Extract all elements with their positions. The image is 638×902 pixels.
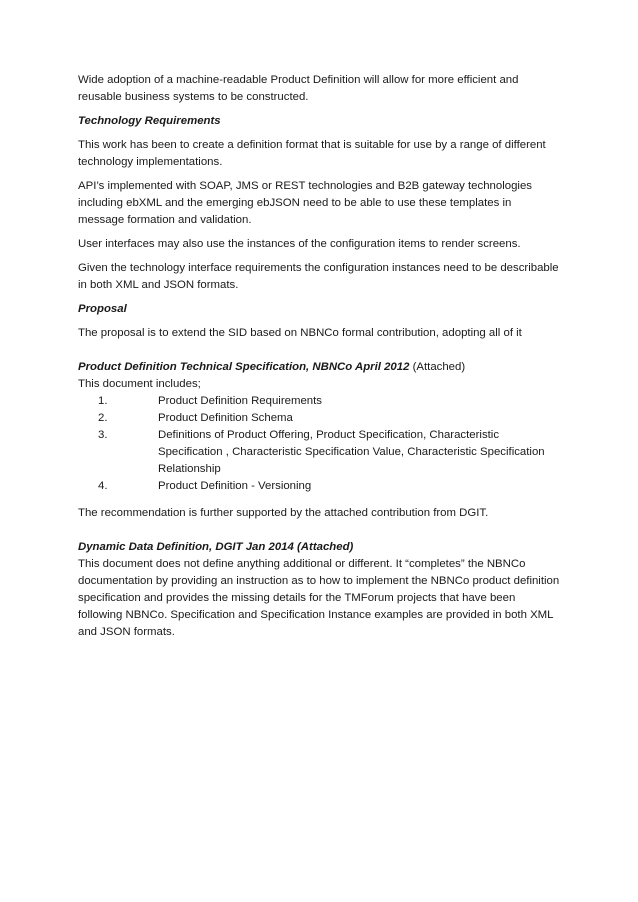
proposal-paragraph: The proposal is to extend the SID based on NBNCo formal contribution, adopting all of it xyxy=(78,327,522,339)
proposal-heading: Proposal xyxy=(78,303,127,315)
reference-nbnco-suffix: (Attached) xyxy=(409,361,466,373)
list-item-number: 1. xyxy=(98,395,108,407)
document-page xyxy=(78,72,560,641)
list-item-number: 4. xyxy=(98,480,108,492)
reference-nbnco-title-line xyxy=(78,359,560,376)
tech-paragraph-3: User interfaces may also use the instances of the configuration items to render screens. xyxy=(78,238,521,250)
list-item-number: 3. xyxy=(98,429,108,441)
reference-nbnco-lead: This document includes; xyxy=(78,378,201,390)
intro-paragraph: Wide adoption of a machine-readable Product Definition will allow for more efficient and reusable business systems to be constructed. xyxy=(78,74,519,103)
tech-paragraph-2: API’s implemented with SOAP, JMS or REST technologies and B2B gateway technologies including ebXML and the emerging ebJSON need to be able to use these templates in message formation and validation. xyxy=(78,180,532,226)
includes-list xyxy=(78,393,560,495)
tech-paragraph-1: This work has been to create a definition format that is suitable for use by a range of different technology implementations. xyxy=(78,139,546,168)
list-item-text: Definitions of Product Offering, Product Specification, Characteristic Specification , Characteristic Specification Value, Characteristic Specification Relationship xyxy=(158,429,545,475)
list-item xyxy=(78,427,560,478)
reference-nbnco-title: Product Definition Technical Specification, NBNCo April 2012 xyxy=(78,361,410,373)
reference-dgit-block xyxy=(78,539,560,641)
list-item-text: Product Definition Schema xyxy=(158,412,293,424)
list-item xyxy=(78,478,560,495)
reference-dgit-body: This document does not define anything additional or different. It “completes” the NBNCo documentation by providing an instruction as to how to implement the NBNCo product definition specification and provides the missing details for the TMForum projects that have been following NBNCo. Specification and Specification Instance examples are provided in both XML and JSON formats. xyxy=(78,558,560,638)
list-item-number: 2. xyxy=(98,412,108,424)
recommendation-paragraph: The recommendation is further supported by the attached contribution from DGIT. xyxy=(78,507,489,519)
tech-paragraph-4: Given the technology interface requirements the configuration instances need to be describable in both XML and JSON formats. xyxy=(78,262,559,291)
list-item xyxy=(78,393,560,410)
reference-dgit-title: Dynamic Data Definition, DGIT Jan 2014 (Attached) xyxy=(78,541,354,553)
reference-nbnco-block xyxy=(78,359,560,495)
list-item-text: Product Definition Requirements xyxy=(158,395,322,407)
list-item xyxy=(78,410,560,427)
list-item-text: Product Definition - Versioning xyxy=(158,480,312,492)
technology-requirements-heading: Technology Requirements xyxy=(78,115,221,127)
